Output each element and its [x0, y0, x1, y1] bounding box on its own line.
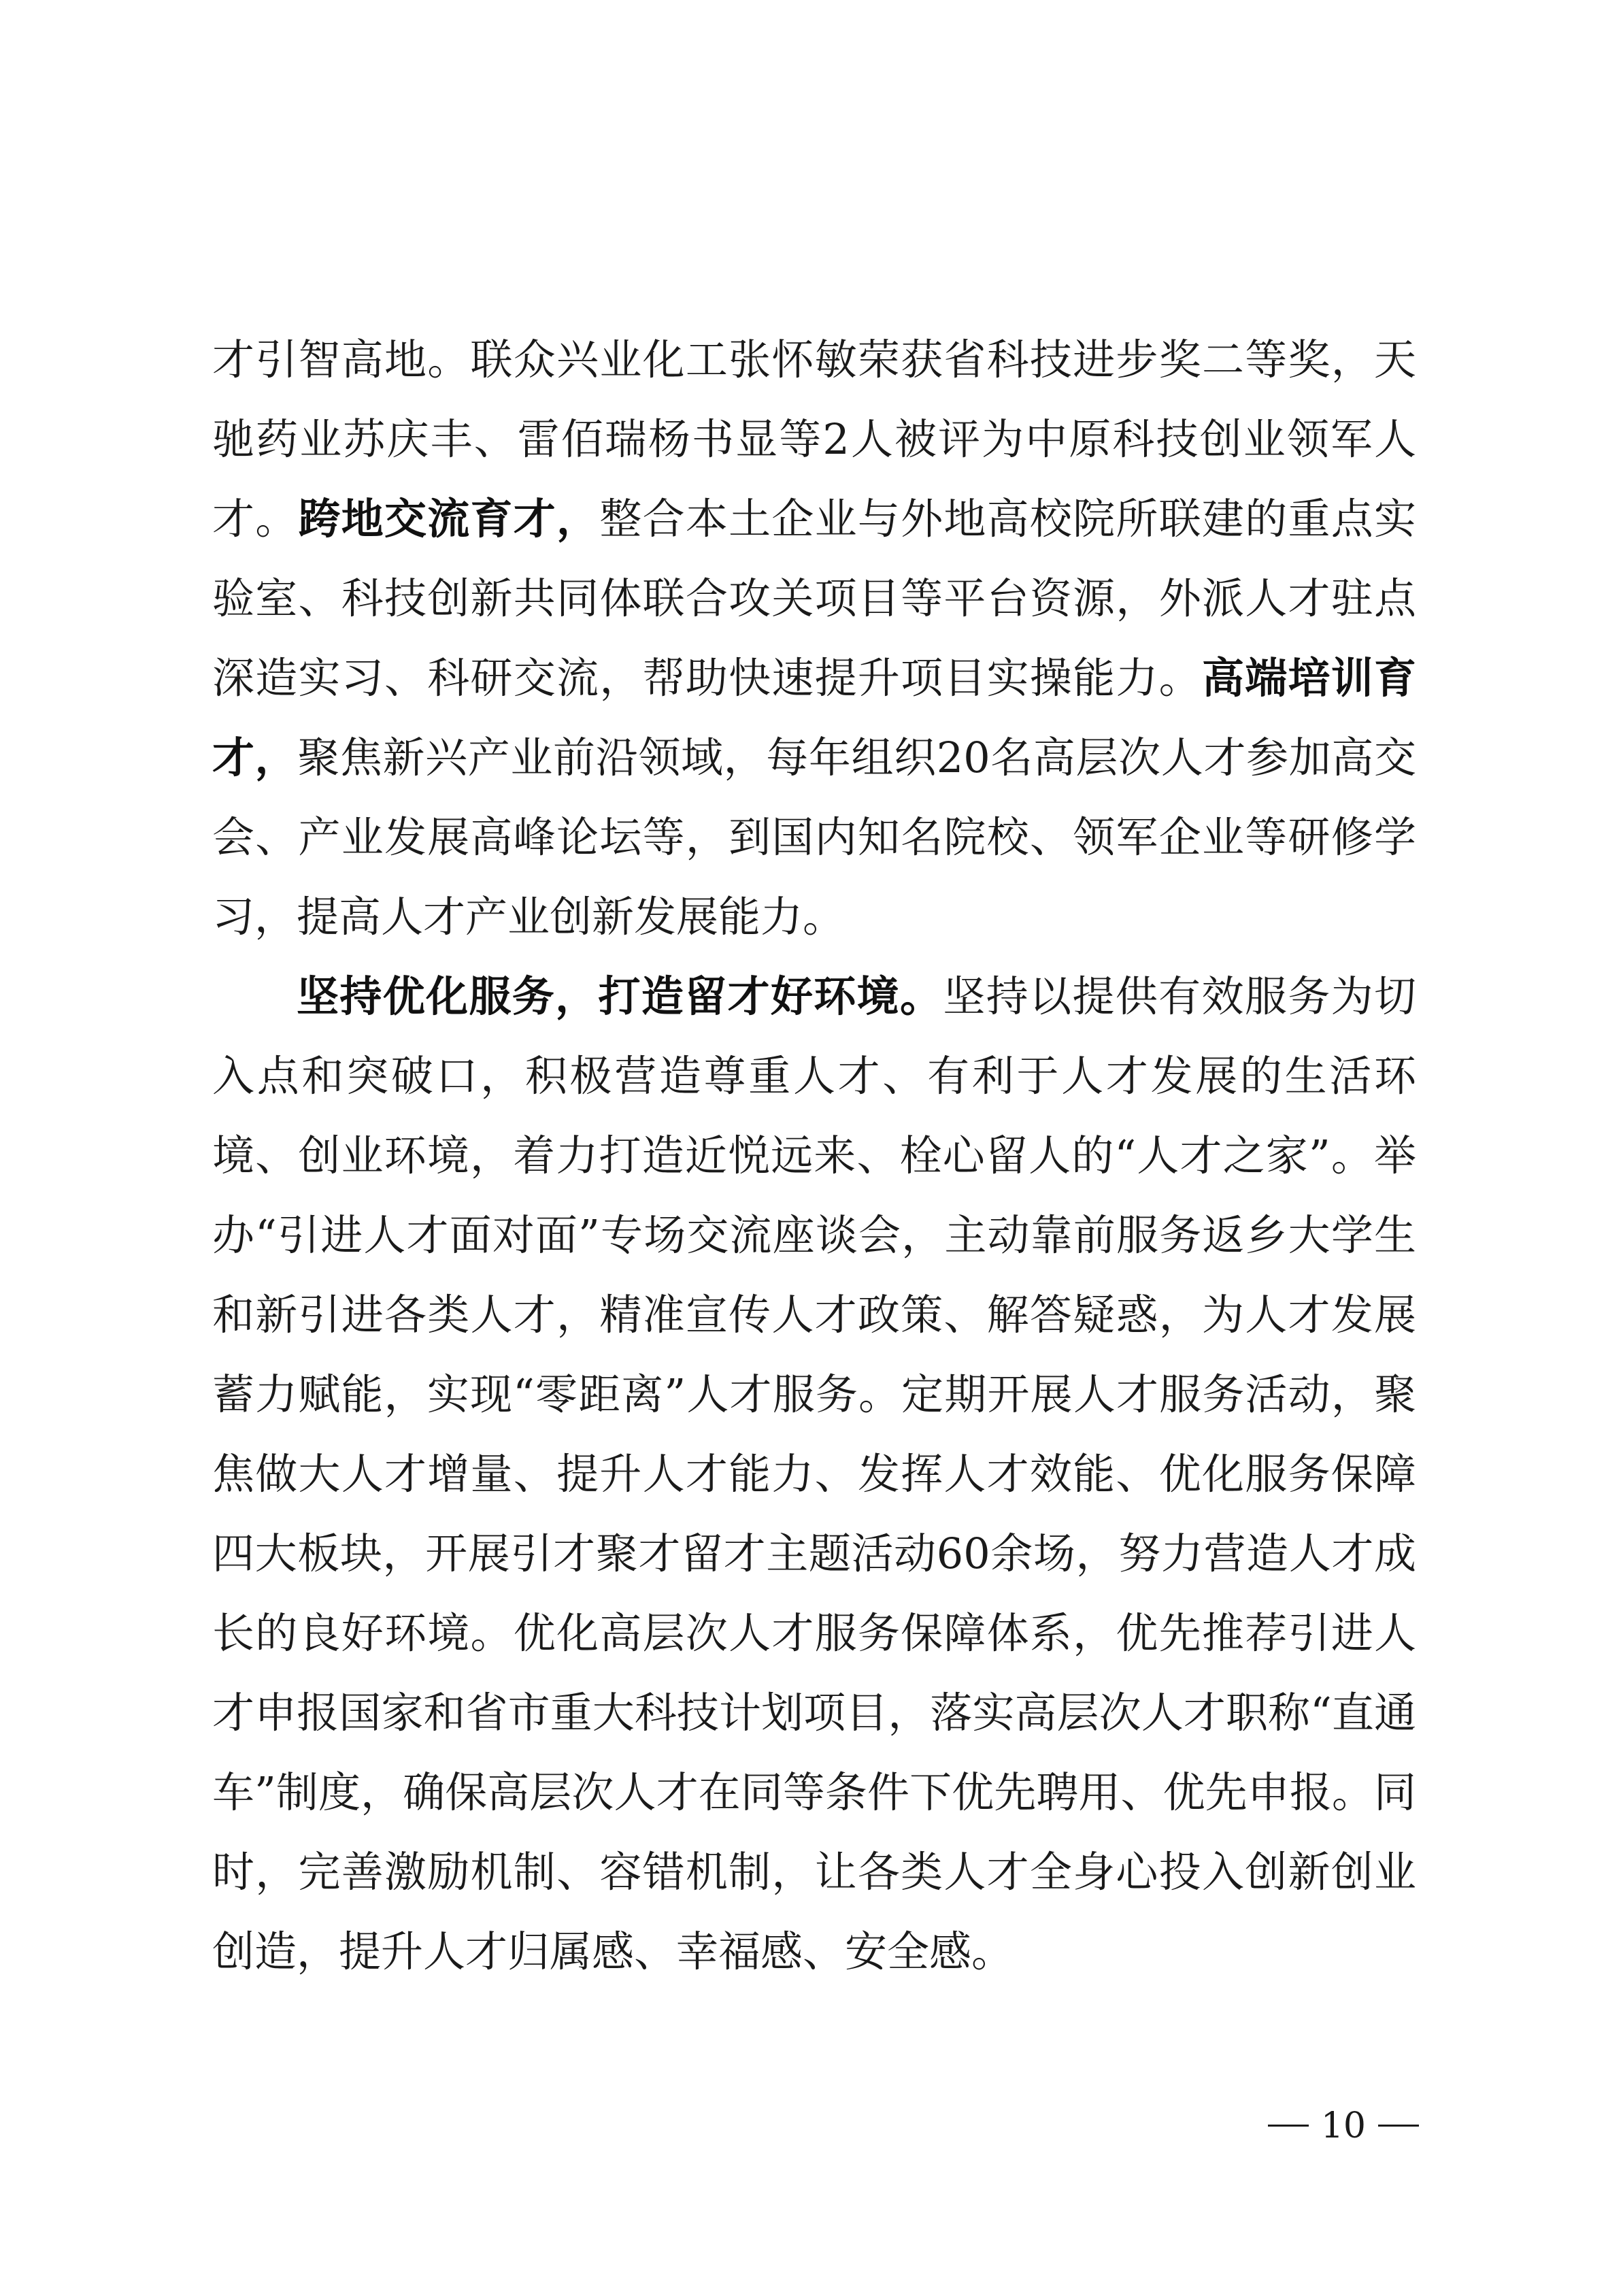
page-number: 10 [1320, 2106, 1366, 2146]
text-run: 才引智高地。联众兴业化工张怀敏荣获省科技进步奖二等奖，天驰药业苏庆丰、雷佰瑞杨书显等2人被评为中原科技创业领军人才。 [212, 335, 1416, 544]
footer-dash-left [1268, 2125, 1309, 2127]
text-run: 坚持以提供有效服务为切入点和突破口，积极营造尊重人才、有利于人才发展的生活环境、创业环境，着力打造近悦远来、栓心留人的“人才之家”。举办“引进人才面对面”专场交流座谈会，主动靠前服务返乡大学生和新引进各类人才，精准宣传人才政策、解答疑惑，为人才发展蓄力赋能，实现“零距离”人才服务。定期开展人才服务活动，聚焦做大人才增量、提升人才能力、发挥人才效能、优化服务保障四大板块，开展引才聚才留才主题活动60余场，努力营造人才成长的良好环境。优化高层次人才服务保障体系，优先推荐引进人才申报国家和省市重大科技计划项目，落实高层次人才职称“直通车”制度，确保高层次人才在同等条件下优先聘用、优先申报。同时，完善激励机制、容错机制，让各类人才全身心投入创新创业创造，提升人才归属感、幸福感、安全感。 [212, 971, 1416, 1976]
paragraph-service-environment [212, 956, 1416, 1991]
paragraph-talent-cultivation [212, 320, 1416, 956]
text-run: 聚焦新兴产业前沿领域，每年组织20名高层次人才参加高交会、产业发展高峰论坛等，到国内知名院校、领军企业等研修学习，提高人才产业创新发展能力。 [212, 733, 1416, 942]
body-text [212, 320, 1416, 1991]
text-run: 整合本土企业与外地高校院所联建的重点实验室、科技创新共同体联合攻关项目等平台资源，外派人才驻点深造实习、科研交流，帮助快速提升项目实操能力。 [212, 494, 1416, 703]
footer-dash-right [1378, 2125, 1419, 2127]
page-number-footer [1256, 2106, 1431, 2146]
bold-keyword-run: 跨地交流育才， [298, 494, 600, 544]
bold-keyword-run: 高端培训育才， [212, 653, 1416, 782]
bold-heading-run: 坚持优化服务，打造留才好环境。 [297, 971, 943, 1021]
